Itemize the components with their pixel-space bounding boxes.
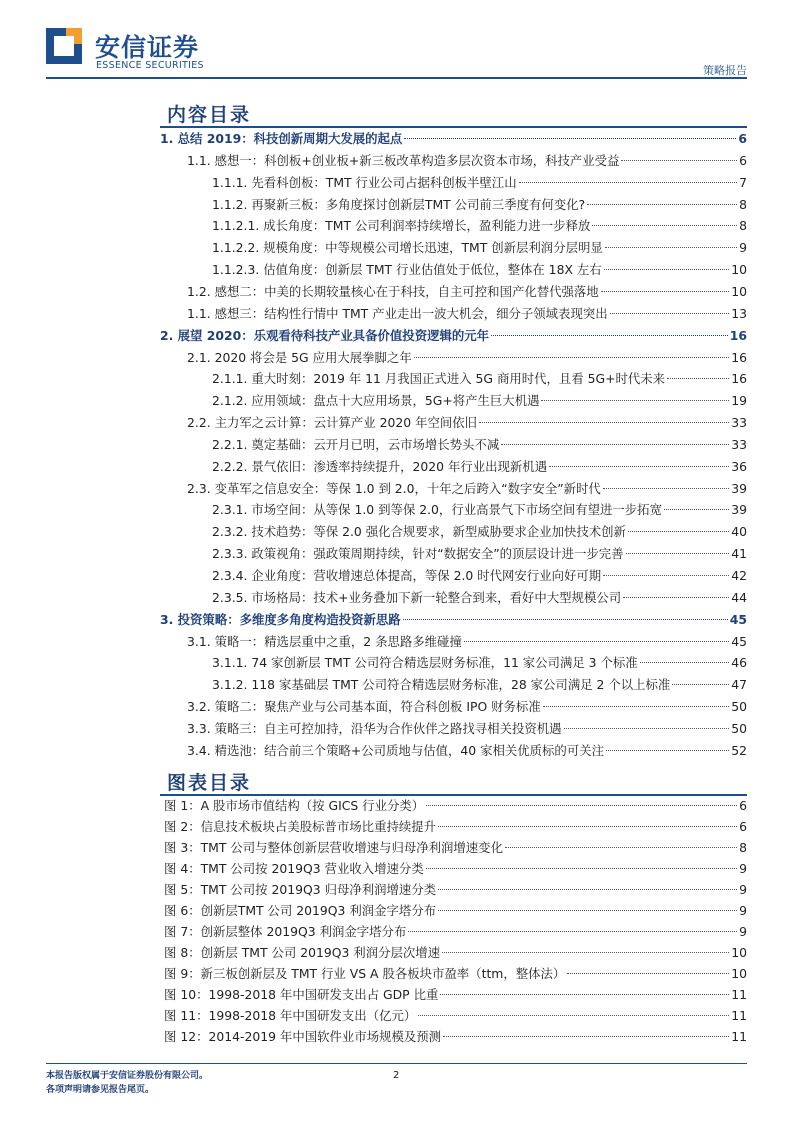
figure-entry[interactable] bbox=[164, 1027, 747, 1047]
brand-name-english: ESSENCE SECURITIES bbox=[96, 60, 204, 71]
toc-entry-label: 3.1. 策略一：精选层重中之重，2 条思路多维碰撞 bbox=[187, 633, 462, 649]
figure-entry[interactable] bbox=[164, 943, 747, 963]
toc-entry[interactable] bbox=[187, 151, 747, 171]
toc-entry-label: 2.2.1. 奠定基础：云开月已明，云市场增长势头不减 bbox=[212, 436, 500, 452]
dot-leader bbox=[438, 826, 737, 827]
dot-leader bbox=[603, 488, 729, 489]
toc-entry[interactable] bbox=[212, 653, 747, 673]
figures-title: 图表目录 bbox=[167, 772, 252, 794]
figure-entry-label: 图 5：TMT 公司按 2019Q3 归母净利润增速分类 bbox=[164, 882, 437, 897]
toc-entry[interactable] bbox=[212, 544, 747, 564]
toc-entry[interactable] bbox=[187, 479, 747, 499]
toc-entry-label: 2.1.2. 应用领域：盘点十大应用场景，5G+将产生巨大机遇 bbox=[212, 393, 540, 409]
toc-entry-page: 36 bbox=[731, 458, 747, 474]
dot-leader bbox=[567, 973, 729, 974]
disclaimer-note: 各项声明请参见报告尾页。 bbox=[46, 1085, 155, 1095]
toc-entry-label: 2.3.3. 政策视角：强政策周期持续，针对“数据安全”的顶层设计进一步完善 bbox=[212, 546, 624, 562]
toc-entry[interactable] bbox=[212, 675, 747, 695]
toc-entry[interactable] bbox=[212, 173, 747, 193]
toc-entry-label: 2.3.5. 市场格局：技术+业务叠加下新一轮整合到来，看好中大型规模公司 bbox=[212, 589, 622, 605]
toc-entry-page: 13 bbox=[731, 305, 747, 321]
dot-leader bbox=[426, 868, 737, 869]
dot-leader bbox=[604, 269, 730, 270]
dot-leader bbox=[519, 182, 738, 183]
dot-leader bbox=[549, 466, 729, 467]
figure-entry-page: 10 bbox=[731, 945, 747, 960]
dot-leader bbox=[440, 994, 729, 995]
figure-entry-page: 9 bbox=[739, 882, 747, 897]
toc-entry-page: 7 bbox=[739, 174, 747, 190]
figure-entry-label: 图 1：A 股市场市值结构（按 GICS 行业分类） bbox=[164, 798, 425, 813]
toc-entry-label: 3.1.2. 118 家基础层 TMT 公司符合精选层财务标准，28 家公司满足 2 个以上标准 bbox=[212, 677, 671, 693]
toc-title-divider bbox=[160, 126, 747, 128]
dot-leader bbox=[491, 335, 728, 336]
dot-leader bbox=[601, 291, 730, 292]
toc-entry-page: 52 bbox=[731, 742, 747, 758]
figure-entry-label: 图 12：2014-2019 年中国软件业市场规模及预测 bbox=[164, 1029, 442, 1044]
dot-leader bbox=[505, 847, 737, 848]
figure-entry-page: 11 bbox=[731, 1029, 747, 1044]
toc-entry-label: 1.1. 感想一：科创板+创业板+新三板改革构造多层次资本市场，科技产业受益 bbox=[187, 152, 620, 168]
toc-entry-label: 2.3.1. 市场空间：从等保 1.0 到等保 2.0，行业高景气下市场空间有望进一步拓宽 bbox=[212, 502, 662, 518]
toc-entry-page: 50 bbox=[731, 699, 747, 715]
toc-entry-page: 16 bbox=[729, 327, 747, 343]
figure-entry[interactable] bbox=[164, 859, 747, 879]
toc-entry-page: 39 bbox=[731, 480, 747, 496]
figure-entry-label: 图 7：创新层整体 2019Q3 利润金字塔分布 bbox=[164, 924, 407, 939]
toc-entry[interactable] bbox=[212, 566, 747, 586]
toc-entry-page: 10 bbox=[731, 283, 747, 299]
toc-entry[interactable] bbox=[212, 522, 747, 542]
toc-entry-page: 8 bbox=[739, 196, 747, 212]
toc-entry[interactable] bbox=[187, 697, 747, 717]
toc-entry-label: 3.1.1. 74 家创新层 TMT 公司符合精选层财务标准，11 家公司满足 3 个标准 bbox=[212, 655, 638, 671]
dot-leader bbox=[603, 575, 729, 576]
dot-leader bbox=[418, 1015, 729, 1016]
figure-entry-label: 图 8：创新层 TMT 公司 2019Q3 利润分层次增速 bbox=[164, 945, 441, 960]
dot-leader bbox=[408, 931, 737, 932]
toc-entry-page: 44 bbox=[731, 589, 747, 605]
dot-leader bbox=[443, 1036, 729, 1037]
dot-leader bbox=[628, 531, 729, 532]
toc-entry-label: 2.1. 2020 将会是 5G 应用大展拳脚之年 bbox=[187, 349, 412, 365]
figure-entry-page: 11 bbox=[731, 987, 747, 1002]
toc-entry[interactable] bbox=[212, 500, 747, 520]
copyright-note: 本报告版权属于安信证券股份有限公司。 bbox=[46, 1071, 209, 1081]
dot-leader bbox=[438, 889, 737, 890]
dot-leader bbox=[479, 422, 729, 423]
figure-entry[interactable] bbox=[164, 838, 747, 858]
dot-leader bbox=[606, 750, 729, 751]
figure-entry-label: 图 9：新三板创新层及 TMT 行业 VS A 股各板块市盈率（ttm，整体法） bbox=[164, 966, 566, 981]
page-header bbox=[0, 0, 793, 80]
dot-leader bbox=[442, 952, 729, 953]
figure-entry[interactable] bbox=[164, 901, 747, 921]
toc-entry-page: 42 bbox=[731, 568, 747, 583]
brand-name: 安信证券 bbox=[95, 33, 200, 62]
figure-entry-page: 11 bbox=[731, 1008, 747, 1023]
toc-entry[interactable] bbox=[187, 348, 747, 368]
dot-leader bbox=[592, 225, 737, 226]
toc-entry-page: 10 bbox=[731, 262, 747, 278]
toc-entry-label: 1.1. 感想三：结构性行情中 TMT 产业走出一波大机会，细分子领域表现突出 bbox=[187, 305, 608, 321]
dot-leader bbox=[464, 641, 729, 642]
dot-leader bbox=[404, 138, 736, 139]
toc-title: 内容目录 bbox=[167, 104, 252, 126]
dot-leader bbox=[414, 357, 730, 358]
toc-entry-page: 40 bbox=[731, 524, 747, 540]
toc-entry-label: 1.1.2.1. 成长角度：TMT 公司利润率持续增长，盈利能力进一步释放 bbox=[212, 218, 591, 234]
figure-entry[interactable] bbox=[164, 964, 747, 984]
report-type-label: 策略报告 bbox=[703, 64, 747, 77]
toc-entry-page: 6 bbox=[738, 131, 747, 146]
toc-entry-label: 1.2. 感想二：中美的长期较量核心在于科技，自主可控和国产化替代强落地 bbox=[187, 283, 599, 299]
dot-leader bbox=[543, 706, 730, 707]
toc-entry-page: 50 bbox=[731, 720, 747, 736]
figure-entry-label: 图 10：1998-2018 年中国研发支出占 GDP 比重 bbox=[164, 987, 439, 1002]
toc-entry-page: 39 bbox=[731, 502, 747, 518]
toc-entry[interactable] bbox=[212, 216, 747, 236]
toc-entry-label: 3.4. 精选池：结合前三个策略+公司质地与估值，40 家相关优质标的可关注 bbox=[187, 742, 604, 758]
figure-entry[interactable] bbox=[164, 922, 747, 942]
toc-entry-page: 46 bbox=[731, 655, 747, 671]
dot-leader bbox=[501, 444, 729, 445]
toc-entry-page: 19 bbox=[731, 393, 747, 409]
toc-entry[interactable] bbox=[212, 195, 747, 215]
dot-leader bbox=[403, 619, 728, 620]
dot-leader bbox=[426, 805, 737, 806]
figure-entry[interactable] bbox=[164, 985, 747, 1005]
toc-entry-page: 33 bbox=[731, 436, 747, 452]
page-number: 2 bbox=[393, 1070, 400, 1081]
dot-leader bbox=[667, 378, 729, 379]
figure-entry-label: 图 2：信息技术板块占美股标普市场比重持续提升 bbox=[164, 819, 437, 834]
dot-leader bbox=[610, 313, 730, 314]
toc-entry[interactable] bbox=[160, 326, 747, 346]
toc-entry[interactable] bbox=[187, 741, 747, 761]
toc-entry[interactable] bbox=[187, 413, 747, 433]
toc-entry-label: 3. 投资策略：多维度多角度构造投资新思路 bbox=[160, 611, 401, 627]
figure-entry-page: 8 bbox=[739, 840, 747, 855]
toc-entry[interactable] bbox=[212, 457, 747, 477]
figure-entry-page: 6 bbox=[739, 798, 747, 813]
dot-leader bbox=[438, 910, 737, 911]
toc-entry-page: 9 bbox=[739, 240, 747, 256]
dot-leader bbox=[640, 662, 730, 663]
toc-entry-page: 8 bbox=[739, 218, 747, 234]
figure-entry[interactable] bbox=[164, 796, 747, 816]
figure-entry-label: 图 6：创新层TMT 公司 2019Q3 利润金字塔分布 bbox=[164, 903, 437, 918]
toc-entry-label: 3.3. 策略三：自主可控加持，沿华为合作伙伴之路找寻相关投资机遇 bbox=[187, 720, 562, 736]
toc-entry-page: 16 bbox=[731, 371, 747, 387]
toc-entry-page: 41 bbox=[731, 546, 747, 562]
toc-entry-label: 2. 展望 2020：乐观看待科技产业具备价值投资逻辑的元年 bbox=[160, 327, 490, 343]
toc-entry[interactable] bbox=[212, 588, 747, 608]
toc-entry-label: 1.1.2. 再聚新三板：多角度探讨创新层TMT 公司前三季度有何变化? bbox=[212, 196, 586, 212]
figure-entry[interactable] bbox=[164, 1006, 747, 1026]
dot-leader bbox=[541, 400, 729, 401]
toc-entry-label: 2.2.2. 景气依旧：渗透率持续提升，2020 年行业出现新机遇 bbox=[212, 458, 548, 474]
toc-entry[interactable] bbox=[212, 369, 747, 389]
figure-entry[interactable] bbox=[164, 880, 747, 900]
toc-entry[interactable] bbox=[160, 129, 747, 149]
toc-entry[interactable] bbox=[212, 391, 747, 411]
toc-entry-label: 2.1.1. 重大时刻：2019 年 11 月我国正式进入 5G 商用时代，且看 5G+时代未来 bbox=[212, 371, 666, 387]
dot-leader bbox=[621, 160, 737, 161]
toc-entry[interactable] bbox=[187, 304, 747, 324]
figure-entry-label: 图 11：1998-2018 年中国研发支出（亿元） bbox=[164, 1008, 417, 1023]
toc-entry-label: 1.1.2.3. 估值角度：创新层 TMT 行业估值处于低位，整体在 18X 左右 bbox=[212, 262, 602, 278]
dot-leader bbox=[564, 728, 730, 729]
figure-entry-label: 图 3：TMT 公司与整体创新层营收增速与归母净利润增速变化 bbox=[164, 840, 503, 855]
toc-entry[interactable] bbox=[187, 282, 747, 302]
toc-entry-label: 1.1.2.2. 规模角度：中等规模公司增长迅速，TMT 创新层利润分层明显 bbox=[212, 240, 603, 256]
footer-divider bbox=[46, 1063, 747, 1064]
toc-entry-label: 1. 总结 2019：科技创新周期大发展的起点 bbox=[160, 131, 403, 146]
toc-entry[interactable] bbox=[187, 719, 747, 739]
dot-leader bbox=[605, 247, 737, 248]
header-divider bbox=[46, 77, 747, 79]
dot-leader bbox=[587, 204, 737, 205]
figure-entry-page: 6 bbox=[739, 819, 747, 834]
figure-entry-page: 10 bbox=[731, 966, 747, 981]
toc-entry[interactable] bbox=[160, 610, 747, 630]
toc-entry-label: 3.2. 策略二：聚焦产业与公司基本面，符合科创板 IPO 财务标准 bbox=[187, 699, 541, 715]
toc-entry-page: 45 bbox=[729, 611, 747, 627]
toc-entry[interactable] bbox=[212, 238, 747, 258]
dot-leader bbox=[664, 509, 729, 510]
toc-entry-page: 45 bbox=[731, 633, 747, 649]
figure-entry-page: 9 bbox=[739, 924, 747, 939]
toc-entry[interactable] bbox=[212, 260, 747, 280]
toc-entry-label: 2.3. 变革军之信息安全：等保 1.0 到 2.0，十年之后跨入“数字安全”新时代 bbox=[187, 480, 601, 496]
toc-entry[interactable] bbox=[187, 632, 747, 652]
figure-entry[interactable] bbox=[164, 817, 747, 837]
toc-entry-page: 6 bbox=[739, 152, 747, 168]
figure-entry-page: 9 bbox=[739, 903, 747, 918]
toc-entry-page: 33 bbox=[731, 415, 747, 431]
toc-entry-page: 47 bbox=[731, 677, 747, 693]
toc-entry-page: 16 bbox=[731, 349, 747, 365]
toc-entry[interactable] bbox=[212, 435, 747, 455]
toc-entry-label: 2.3.4. 企业角度：营收增速总体提高，等保 2.0 时代网安行业向好可期 bbox=[212, 568, 602, 583]
dot-leader bbox=[672, 684, 729, 685]
dot-leader bbox=[623, 597, 729, 598]
figure-entry-label: 图 4：TMT 公司按 2019Q3 营业收入增速分类 bbox=[164, 861, 424, 876]
toc-entry-label: 1.1.1. 先看科创板：TMT 行业公司占据科创板半壁江山 bbox=[212, 174, 517, 190]
figure-entry-page: 9 bbox=[739, 861, 747, 876]
dot-leader bbox=[626, 553, 730, 554]
toc-entry-label: 2.3.2. 技术趋势：等保 2.0 强化合规要求，新型威胁要求企业加快技术创新 bbox=[212, 524, 626, 540]
essence-logo-icon bbox=[46, 28, 82, 64]
toc-entry-label: 2.2. 主力军之云计算：云计算产业 2020 年空间依旧 bbox=[187, 415, 478, 431]
